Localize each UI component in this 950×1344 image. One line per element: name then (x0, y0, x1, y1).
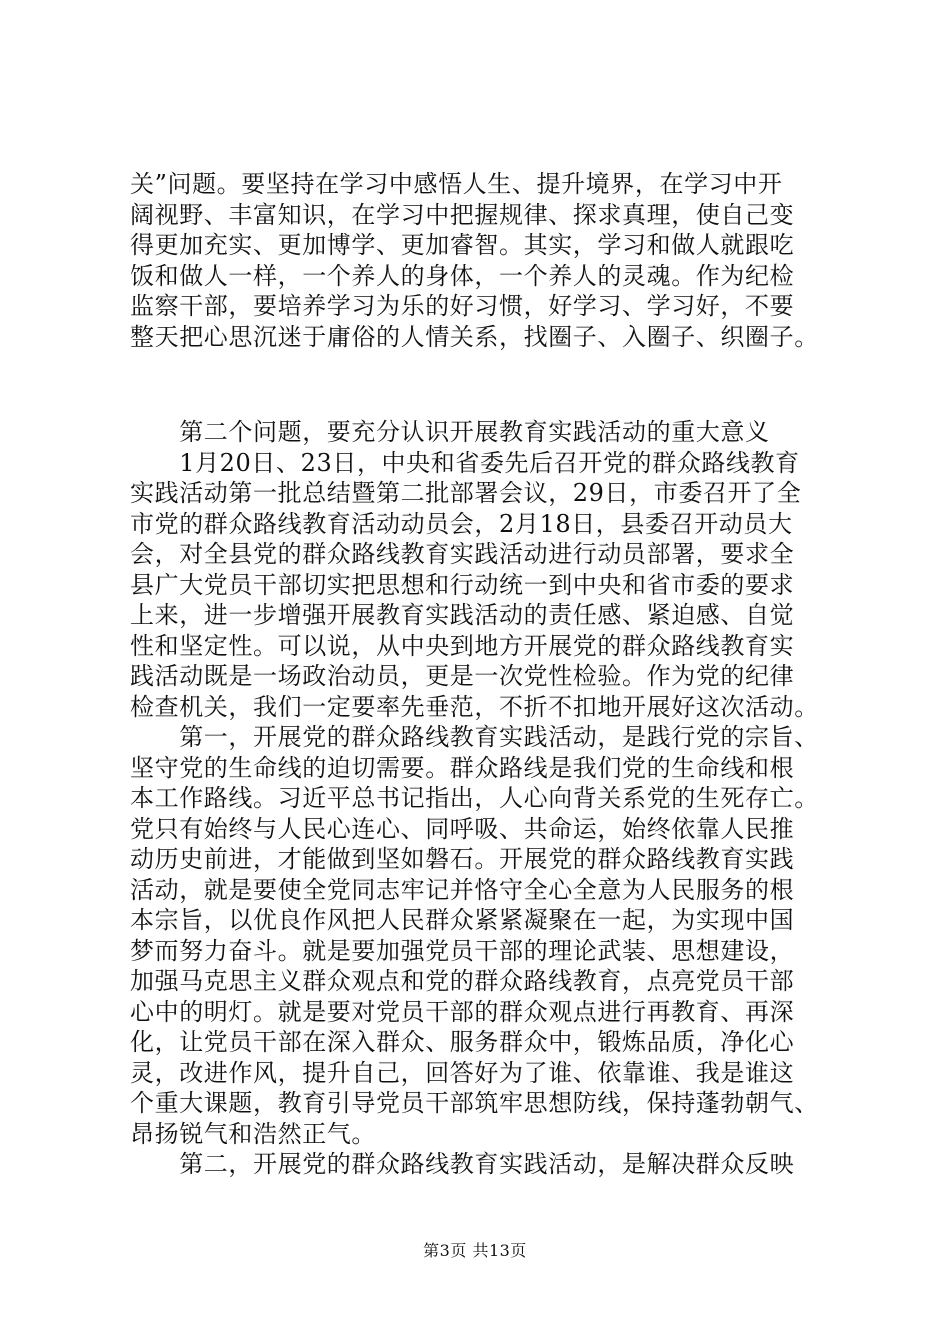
text-line: 第二，开展党的群众路线教育实践活动，是解决群众反映 (130, 1150, 795, 1178)
text-line: 化，让党员干部在深入群众、服务群众中，锻炼品质，净化心 (130, 1028, 795, 1056)
text-line: 饭和做人一样，一个养人的身体，一个养人的灵魂。作为纪检 (130, 261, 795, 290)
text-line: 1月20日、23日，中央和省委先后召开党的群众路线教育 (130, 448, 800, 477)
page-number-footer: 第3页 共13页 (423, 1241, 527, 1260)
text-line: 监察干部，要培养学习为乐的好习惯，好学习、学习好，不要 (130, 292, 795, 320)
text-line: 本宗旨，以优良作风把人民群众紧紧凝聚在一起，为实现中国 (130, 906, 795, 934)
text-line: 昂扬锐气和浩然正气。 (130, 1119, 376, 1148)
text-line: 活动，就是要使全党同志牢记并恪守全心全意为人民服务的根 (130, 875, 795, 904)
text-line: 关”问题。要坚持在学习中感悟人生、提升境界，在学习中开 (130, 170, 783, 198)
text-line: 县广大党员干部切实把思想和行动统一到中央和省市委的要求 (130, 570, 795, 599)
text-line: 加强马克思主义群众观点和党的群众路线教育，点亮党员干部 (130, 967, 795, 995)
paragraph-first-point (130, 722, 850, 1180)
text-line: 本工作路线。习近平总书记指出，人心向背关系党的生死存亡。 (130, 784, 819, 812)
text-line: 实践活动第一批总结暨第二批部署会议，29日，市委召开了全 (130, 479, 802, 507)
text-line: 坚守党的生命线的迫切需要。群众路线是我们党的生命线和根 (130, 753, 795, 782)
text-line: 会，对全县党的群众路线教育实践活动进行动员部署，要求全 (130, 540, 795, 568)
text-line: 整天把心思沉迷于庸俗的人情关系，找圈子、入圈子、织圈子。 (130, 322, 819, 351)
text-line: 个重大课题，教育引导党员干部筑牢思想防线，保持蓬勃朝气、 (130, 1089, 819, 1117)
text-line: 心中的明灯。就是要对党员干部的群众观点进行再教育、再深 (130, 997, 795, 1026)
text-line: 上来，进一步增强开展教育实践活动的责任感、紧迫感、自觉 (130, 601, 795, 629)
text-line: 动历史前进，才能做到坚如磐石。开展党的群众路线教育实践 (130, 845, 795, 873)
text-line: 党只有始终与人民心连心、同呼吸、共命运，始终依靠人民推 (130, 814, 795, 843)
text-line: 第一，开展党的群众路线教育实践活动，是践行党的宗旨、 (130, 723, 819, 751)
text-line: 践活动既是一场政治动员，更是一次党性检验。作为党的纪律 (130, 662, 795, 690)
text-line: 性和坚定性。可以说，从中央到地方开展党的群众路线教育实 (130, 631, 795, 660)
text-line: 检查机关，我们一定要率先垂范，不折不扣地开展好这次活动。 (130, 692, 819, 721)
paragraph-second-question (130, 417, 850, 722)
text-line: 阔视野、丰富知识，在学习中把握规律、探求真理，使自己变 (130, 200, 795, 229)
paragraph-study (130, 169, 850, 352)
section-heading: 第二个问题，要充分认识开展教育实践活动的重大意义 (130, 418, 770, 446)
text-line: 梦而努力奋斗。就是要加强党员干部的理论武装、思想建设， (130, 936, 795, 965)
text-line: 市党的群众路线教育活动动员会，2月18日，县委召开动员大 (130, 509, 793, 538)
text-line: 灵，改进作风，提升自己，回答好为了谁、依靠谁、我是谁这 (130, 1058, 795, 1087)
text-line: 得更加充实、更加博学、更加睿智。其实，学习和做人就跟吃 (130, 231, 795, 259)
